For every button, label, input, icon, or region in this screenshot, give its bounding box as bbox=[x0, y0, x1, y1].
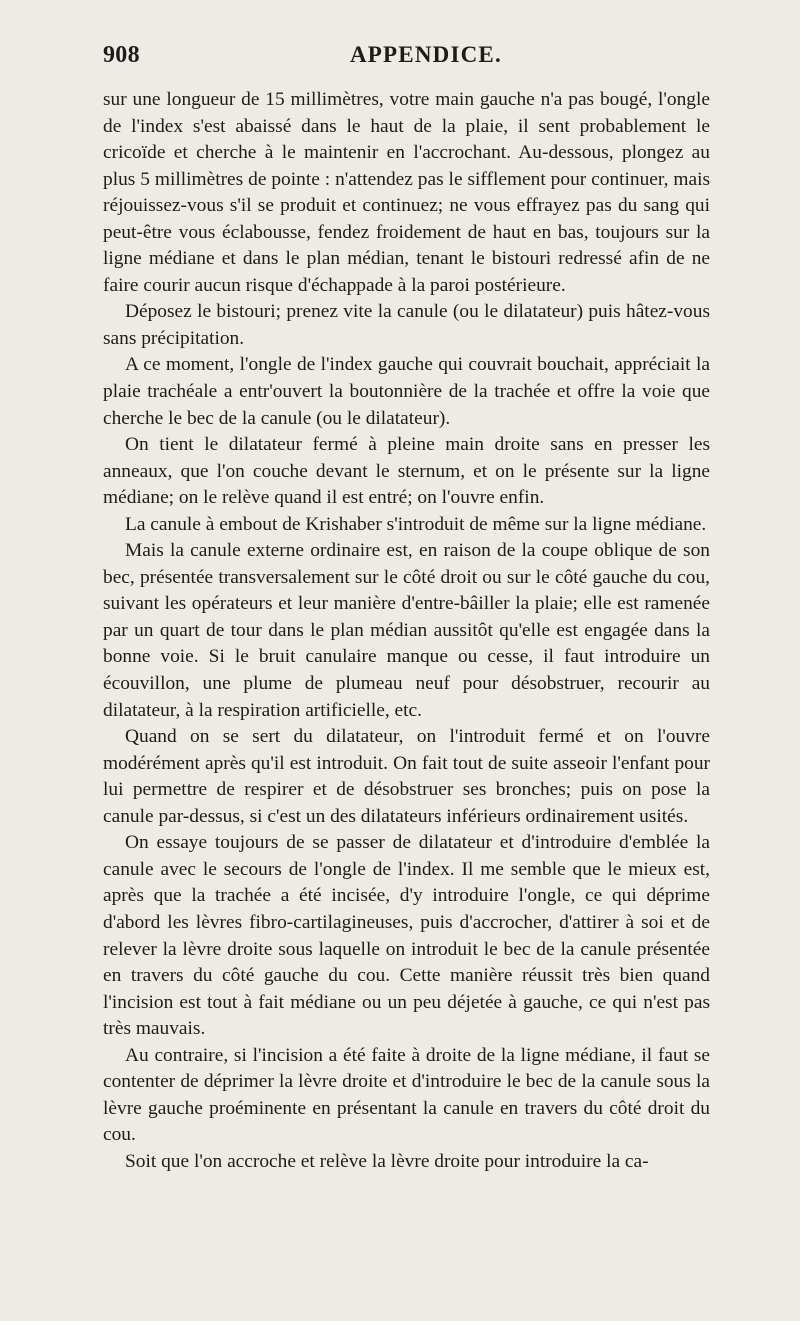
paragraph: La canule à embout de Krishaber s'introduit de même sur la ligne médiane. bbox=[125, 513, 707, 535]
paragraph: Au contraire, si l'incision a été faite à droite de la ligne médiane, il faut se contenter de déprimer la lèvre droite et d'introduire le bec de la canule sous la lèvre gauche proéminente en présentant la canule en travers du côté droit du cou. bbox=[103, 1044, 710, 1146]
paragraph: Soit que l'on accroche et relève la lèvre droite pour introduire la ca- bbox=[125, 1150, 649, 1172]
page-number: 908 bbox=[103, 42, 140, 68]
paragraph: A ce moment, l'ongle de l'index gauche qui couvrait bouchait, appréciait la plaie trachéale a entr'ouvert la boutonnière de la trachée et offre la voie que cherche le bec de la canule (ou le dilatateur). bbox=[103, 354, 710, 429]
paragraph: sur une longueur de 15 millimètres, votre main gauche n'a pas bougé, l'ongle de l'index s'est abaissé dans le haut de la plaie, il sent probablement le cricoïde et cherche à le maintenir en l'accrochant. Au-dessous, plongez au plus 5 millimètres de pointe : n'attendez pas le sifflement pour continuer, mais réjouissez-vous s'il se produit et continuez; ne vous effrayez pas du sang qui peut-être vous éclabousse, fendez froidement de haut en bas, toujours sur la ligne médiane et dans le plan médian, tenant le bistouri redressé afin de ne faire courir aucun risque d'échappade à la paroi postérieure. bbox=[103, 89, 710, 296]
paragraph: Déposez le bistouri; prenez vite la canule (ou le dilatateur) puis hâtez-vous sans précipitation. bbox=[103, 301, 710, 349]
paragraph: Mais la canule externe ordinaire est, en raison de la coupe oblique de son bec, présentée transversalement sur le côté droit ou sur le côté gauche du cou, suivant les opérateurs et leur manière d'entre-bâiller la plaie; elle est ramenée par un quart de tour dans le plan médian aussitôt qu'elle est engagée dans la bonne voie. Si le bruit canulaire manque ou cesse, il faut introduire un écouvillon, une plume de plumeau neuf pour désobstruer, recourir au dilatateur, à la respiration artificielle, etc. bbox=[103, 540, 710, 721]
page-header bbox=[103, 42, 720, 74]
paragraph: On tient le dilatateur fermé à pleine main droite sans en presser les anneaux, que l'on couche devant le sternum, et on le présente sur la ligne médiane; on le relève quand il est entré; on l'ouvre enfin. bbox=[103, 434, 710, 509]
running-title: APPENDICE. bbox=[350, 42, 502, 67]
paragraph: On essaye toujours de se passer de dilatateur et d'introduire d'emblée la canule avec le secours de l'ongle de l'index. Il me semble que le mieux est, après que la trachée a été incisée, d'y introduire l'ongle, ce qui déprime d'abord les lèvres fibro-cartilagineuses, puis d'accrocher, d'attirer à soi et de relever la lèvre droite sous laquelle on introduit le bec de la canule présentée en travers du côté gauche du cou. Cette manière réussit très bien quand l'incision est tout à fait médiane ou un peu déjetée à gauche, ce qui n'est pas très mauvais. bbox=[103, 832, 710, 1040]
paragraph: Quand on se sert du dilatateur, on l'introduit fermé et on l'ouvre modérément après qu'il est introduit. On fait tout de suite asseoir l'enfant pour lui permettre de respirer et de désobstruer ses bronches; puis on pose la canule par-dessus, si c'est un des dilatateurs inférieurs ordinairement usités. bbox=[103, 726, 710, 827]
body-text bbox=[103, 87, 710, 1175]
